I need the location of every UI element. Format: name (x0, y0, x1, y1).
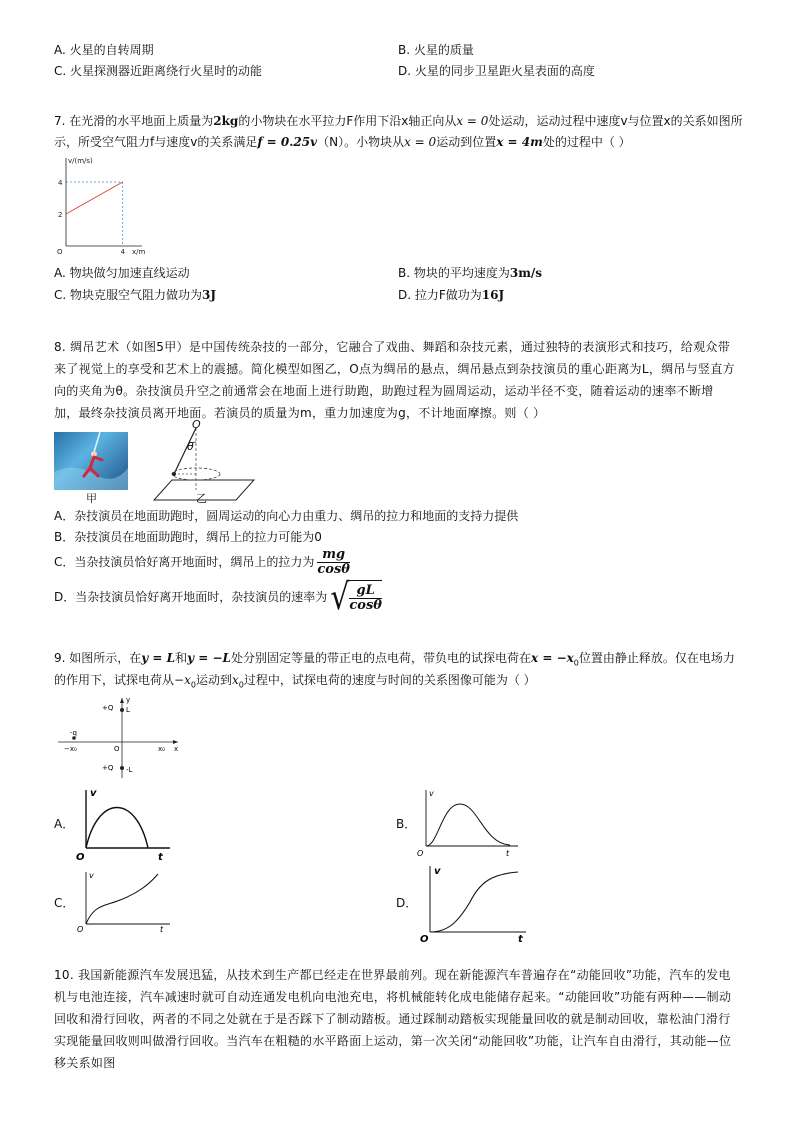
q8-option-d: D．当杂技演员恰好离开地面时，杂技演员的速率为 √ $\frac{gL}{\cos\theta}$ (54, 575, 382, 618)
graph-a-v: v (90, 788, 97, 799)
q6-option-c: C. 火星探测器近距离绕行火星时的动能 (54, 64, 263, 78)
graph-d-v: v (434, 866, 441, 877)
q9-graph-c (76, 868, 176, 934)
q10-stem: 10. 我国新能源汽车发展迅猛，从技术到生产都已经走在世界最前列。现在新能源汽车普遍存在“动能回收”功能，汽车的发电机与电池连接，汽车减速时就可自动连通发电机向电池充电，将机械能转化成电能储存起来。“动能回收”功能有两种——制动回收和滑行回收，两者的不同之处就在于是否踩下了制动踏板。通过踩制动踏板实现能量回收的就是制动回收，靠松油门滑行实现能量回收则叫做滑行回收。当汽车在粗糙的水平路面上运动，第一次关闭“动能回收”功能，让汽车自由滑行，其动能—位移关系如图 (54, 968, 732, 1070)
series-line (66, 182, 123, 214)
q7-option-b: B. 物块的平均速度为3m/s (398, 266, 543, 280)
y-axis-label: v/(m/s) (68, 157, 93, 165)
q7-option-a: A. 物块做匀加速直线运动 (54, 266, 190, 280)
q9-graph-a (74, 786, 174, 862)
graph-c-t: t (160, 925, 164, 934)
q7-option-c: C. 物块克服空气阻力做功为3J (54, 288, 217, 302)
q8-stem: 8. 绸吊艺术（如图5甲）是中国传统杂技的一部分，它融合了戏曲、舞蹈和杂技元素，通过独特的表演形式和技巧，给观众带来了视觉上的享受和艺术上的震撼。简化模型如图乙，O点为绸吊的悬点，绸吊悬点到杂技演员的重心距离为L，绸吊与竖直方向的夹角为θ。杂技演员升空之前通常会在地面上进行助跑，助跑过程为圆周运动，运动半径不变，随着运动的速率不断增加，最终杂技演员离开地面。若演员的质量为m，重力加速度为g，不计地面摩擦。则（ ） (54, 340, 735, 420)
q7-stem-line1: 7. 在光滑的水平地面上质量为2kg的小物块在水平拉力F作用下沿x轴正向从x = 0处运动，运动过程中速度v与位置x的关系如图所 (54, 114, 743, 128)
origin-label: O (114, 745, 120, 753)
charge-top-l: L (126, 706, 130, 714)
acrobat-photo (54, 432, 128, 490)
q9-option-c-label: C． (54, 896, 75, 910)
origin-label: O (57, 248, 63, 256)
y-tick-2: 2 (58, 211, 63, 219)
charge-diagram (56, 694, 186, 780)
x-axis-label: x (174, 745, 179, 753)
q9-option-b-label: B． (396, 817, 417, 831)
graph-a-t: t (158, 852, 163, 862)
q8-option-a: A．杂技演员在地面助跑时，圆周运动的向心力由重力、绸吊的拉力和地面的支持力提供 (54, 509, 519, 523)
q8-option-c: C．当杂技演员恰好离开地面时，绸吊上的拉力为 $\frac{mg}{\cos\theta}$ (54, 547, 350, 577)
charge-top-label: +Q (102, 704, 114, 712)
q6-option-d: D. 火星的同步卫星距火星表面的高度 (398, 64, 595, 78)
q9-graph-d (418, 862, 530, 944)
fig-yi-label: 乙 (196, 492, 207, 505)
graph-b-v: v (429, 789, 434, 798)
q9-option-d-label: D． (396, 896, 418, 910)
x0-label: x₀ (158, 745, 165, 753)
graph-d-t: t (518, 934, 523, 944)
q7-v-x-graph (54, 154, 154, 262)
graph-c-o: O (77, 925, 84, 934)
y-axis-label: y (126, 696, 131, 704)
fig-o-label: O (192, 418, 201, 431)
fig-jia-label: 甲 (86, 492, 97, 505)
charge-bot-label: +Q (102, 764, 114, 772)
x-tick-4: 4 (120, 248, 126, 256)
q9-graph-b (414, 786, 524, 858)
fig-theta-label: θ (187, 440, 194, 453)
graph-b-o: O (417, 849, 424, 858)
neg-x0-label: −x₀ (64, 745, 77, 753)
q8-option-b: B．杂技演员在地面助跑时，绸吊上的拉力可能为0 (54, 530, 322, 544)
test-charge-label: -q (70, 729, 77, 737)
graph-b-t: t (506, 849, 510, 858)
y-tick-4: 4 (58, 179, 63, 187)
charge-bot-l: -L (126, 766, 133, 774)
x-axis-label: x/m (132, 248, 146, 256)
graph-c-v: v (89, 871, 94, 880)
q7-option-d: D. 拉力F做功为16J (398, 288, 505, 302)
q7-stem-line2: 示，所受空气阻力f与速度v的关系满足f = 0.25v（N）。小物块从x = 0运动到位置x = 4m处的过程中（ ） (54, 135, 631, 149)
q9-stem-line2: 的作用下，试探电荷从$-x_0$运动到$x_0$过程中，试探电荷的速度与时间的关系图像可能为（ ） (54, 673, 536, 690)
q9-option-a-label: A． (54, 817, 75, 831)
q6-option-b: B. 火星的质量 (398, 43, 474, 57)
graph-d-o: O (420, 934, 429, 944)
graph-a-o: O (76, 852, 85, 862)
q9-stem-line1: 9. 如图所示，在y = L和y = −L处分别固定等量的带正电的点电荷，带负电的试探电荷在$x = -x_0$位置由静止释放。仅在电场力 (54, 651, 735, 668)
q6-option-a: A. 火星的自转周期 (54, 43, 154, 57)
